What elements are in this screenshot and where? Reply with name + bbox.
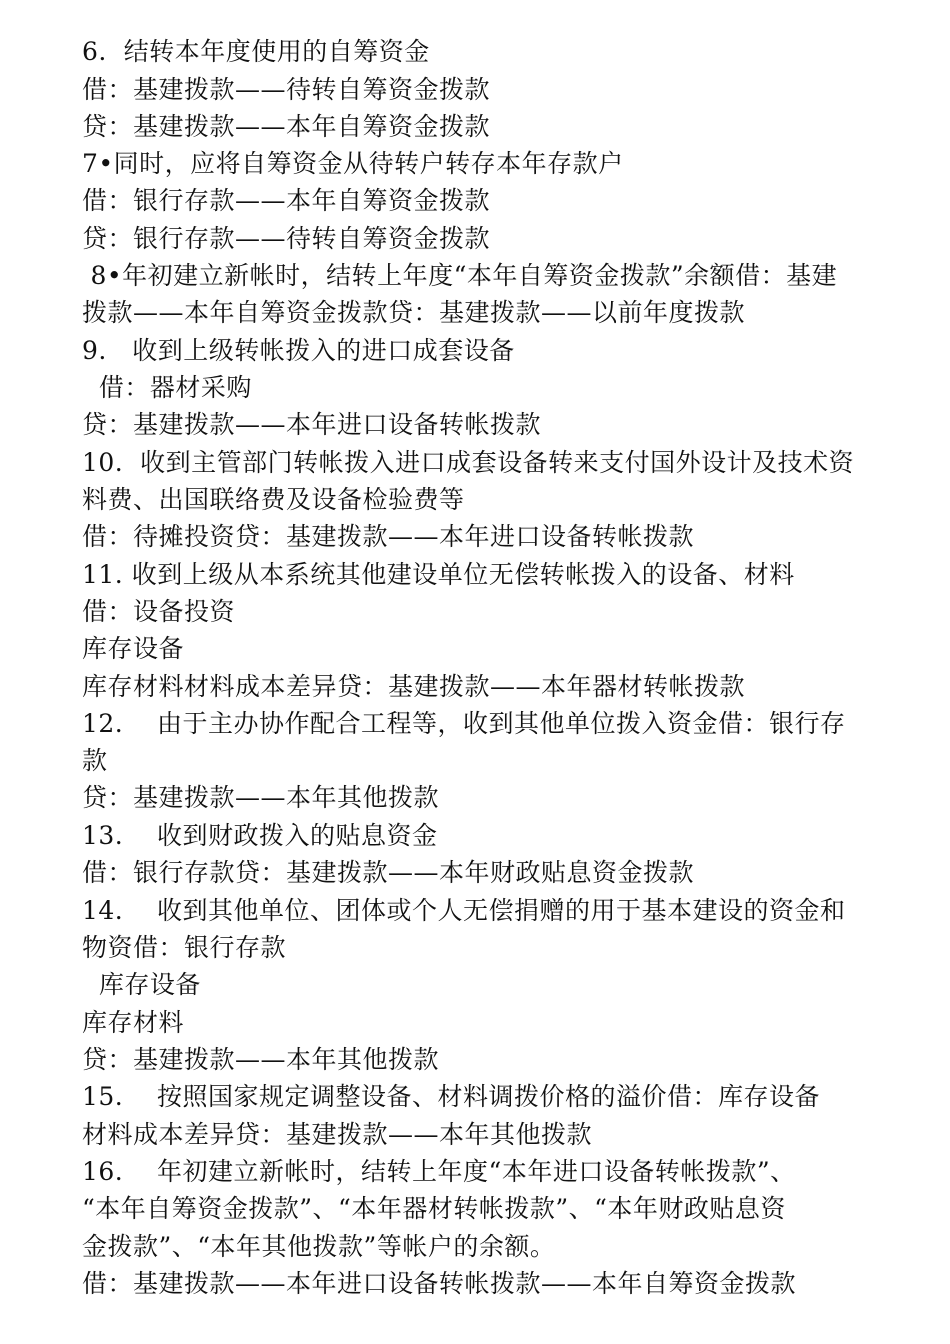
text-line: 12. 由于主办协作配合工程等，收到其他单位拨入资金借：银行存 bbox=[82, 709, 846, 738]
text-line: 款 bbox=[82, 746, 108, 775]
text-line: 15. 按照国家规定调整设备、材料调拨价格的溢价借：库存设备 bbox=[82, 1082, 821, 1111]
text-line: 贷：银行存款——待转自筹资金拨款 bbox=[82, 224, 491, 253]
text-line: 金拨款”、“本年其他拨款”等帐户的余额。 bbox=[82, 1232, 556, 1261]
text-line: 7•同时，应将自筹资金从待转户转存本年存款户 bbox=[82, 149, 624, 178]
text-line: 借：基建拨款——待转自筹资金拨款 bbox=[82, 75, 491, 104]
text-line: 贷：基建拨款——本年自筹资金拨款 bbox=[82, 112, 491, 141]
text-line: 借：器材采购 bbox=[82, 373, 252, 402]
text-line: 借：待摊投资贷：基建拨款——本年进口设备转帐拨款 bbox=[82, 522, 695, 551]
text-line: 借：银行存款——本年自筹资金拨款 bbox=[82, 186, 491, 215]
text-line: 14. 收到其他单位、团体或个人无偿捐赠的用于基本建设的资金和 bbox=[82, 896, 846, 925]
text-line: 借：银行存款贷：基建拨款——本年财政贴息资金拨款 bbox=[82, 858, 695, 887]
text-line: 库存材料 bbox=[82, 1008, 185, 1037]
text-line: 9. 收到上级转帐拨入的进口成套设备 bbox=[82, 336, 515, 365]
text-line: 6. 结转本年度使用的自筹资金 bbox=[82, 37, 430, 66]
text-line: 10. 收到主管部门转帐拨入进口成套设备转来支付国外设计及技术资 bbox=[82, 448, 855, 477]
text-line: 库存材料材料成本差异贷：基建拨款——本年器材转帐拨款 bbox=[82, 672, 746, 701]
text-line: 13. 收到财政拨入的贴息资金 bbox=[82, 821, 438, 850]
text-line: 物资借：银行存款 bbox=[82, 933, 287, 962]
text-line: 库存设备 bbox=[82, 634, 185, 663]
text-line: 贷：基建拨款——本年进口设备转帐拨款 bbox=[82, 410, 542, 439]
text-line: 库存设备 bbox=[82, 970, 201, 999]
text-line: 材料成本差异贷：基建拨款——本年其他拨款 bbox=[82, 1120, 593, 1149]
text-line: 8•年初建立新帐时，结转上年度“本年自筹资金拨款”余额借：基建 bbox=[82, 261, 838, 290]
text-line: 贷：基建拨款——本年其他拨款 bbox=[82, 1045, 440, 1074]
text-line: 料费、出国联络费及设备检验费等 bbox=[82, 485, 465, 514]
text-line: 贷：基建拨款——本年其他拨款 bbox=[82, 783, 440, 812]
text-line: 16. 年初建立新帐时，结转上年度“本年进口设备转帐拨款”、 bbox=[82, 1157, 796, 1186]
text-line: 拨款——本年自筹资金拨款贷：基建拨款——以前年度拨款 bbox=[82, 298, 746, 327]
text-line: “本年自筹资金拨款”、“本年器材转帐拨款”、“本年财政贴息资 bbox=[82, 1194, 786, 1223]
text-line: 借：基建拨款——本年进口设备转帐拨款——本年自筹资金拨款 bbox=[82, 1269, 797, 1298]
text-line: 借：设备投资 bbox=[82, 597, 236, 626]
text-line: 11. 收到上级从本系统其他建设单位无偿转帐拨入的设备、材料 bbox=[82, 560, 795, 589]
